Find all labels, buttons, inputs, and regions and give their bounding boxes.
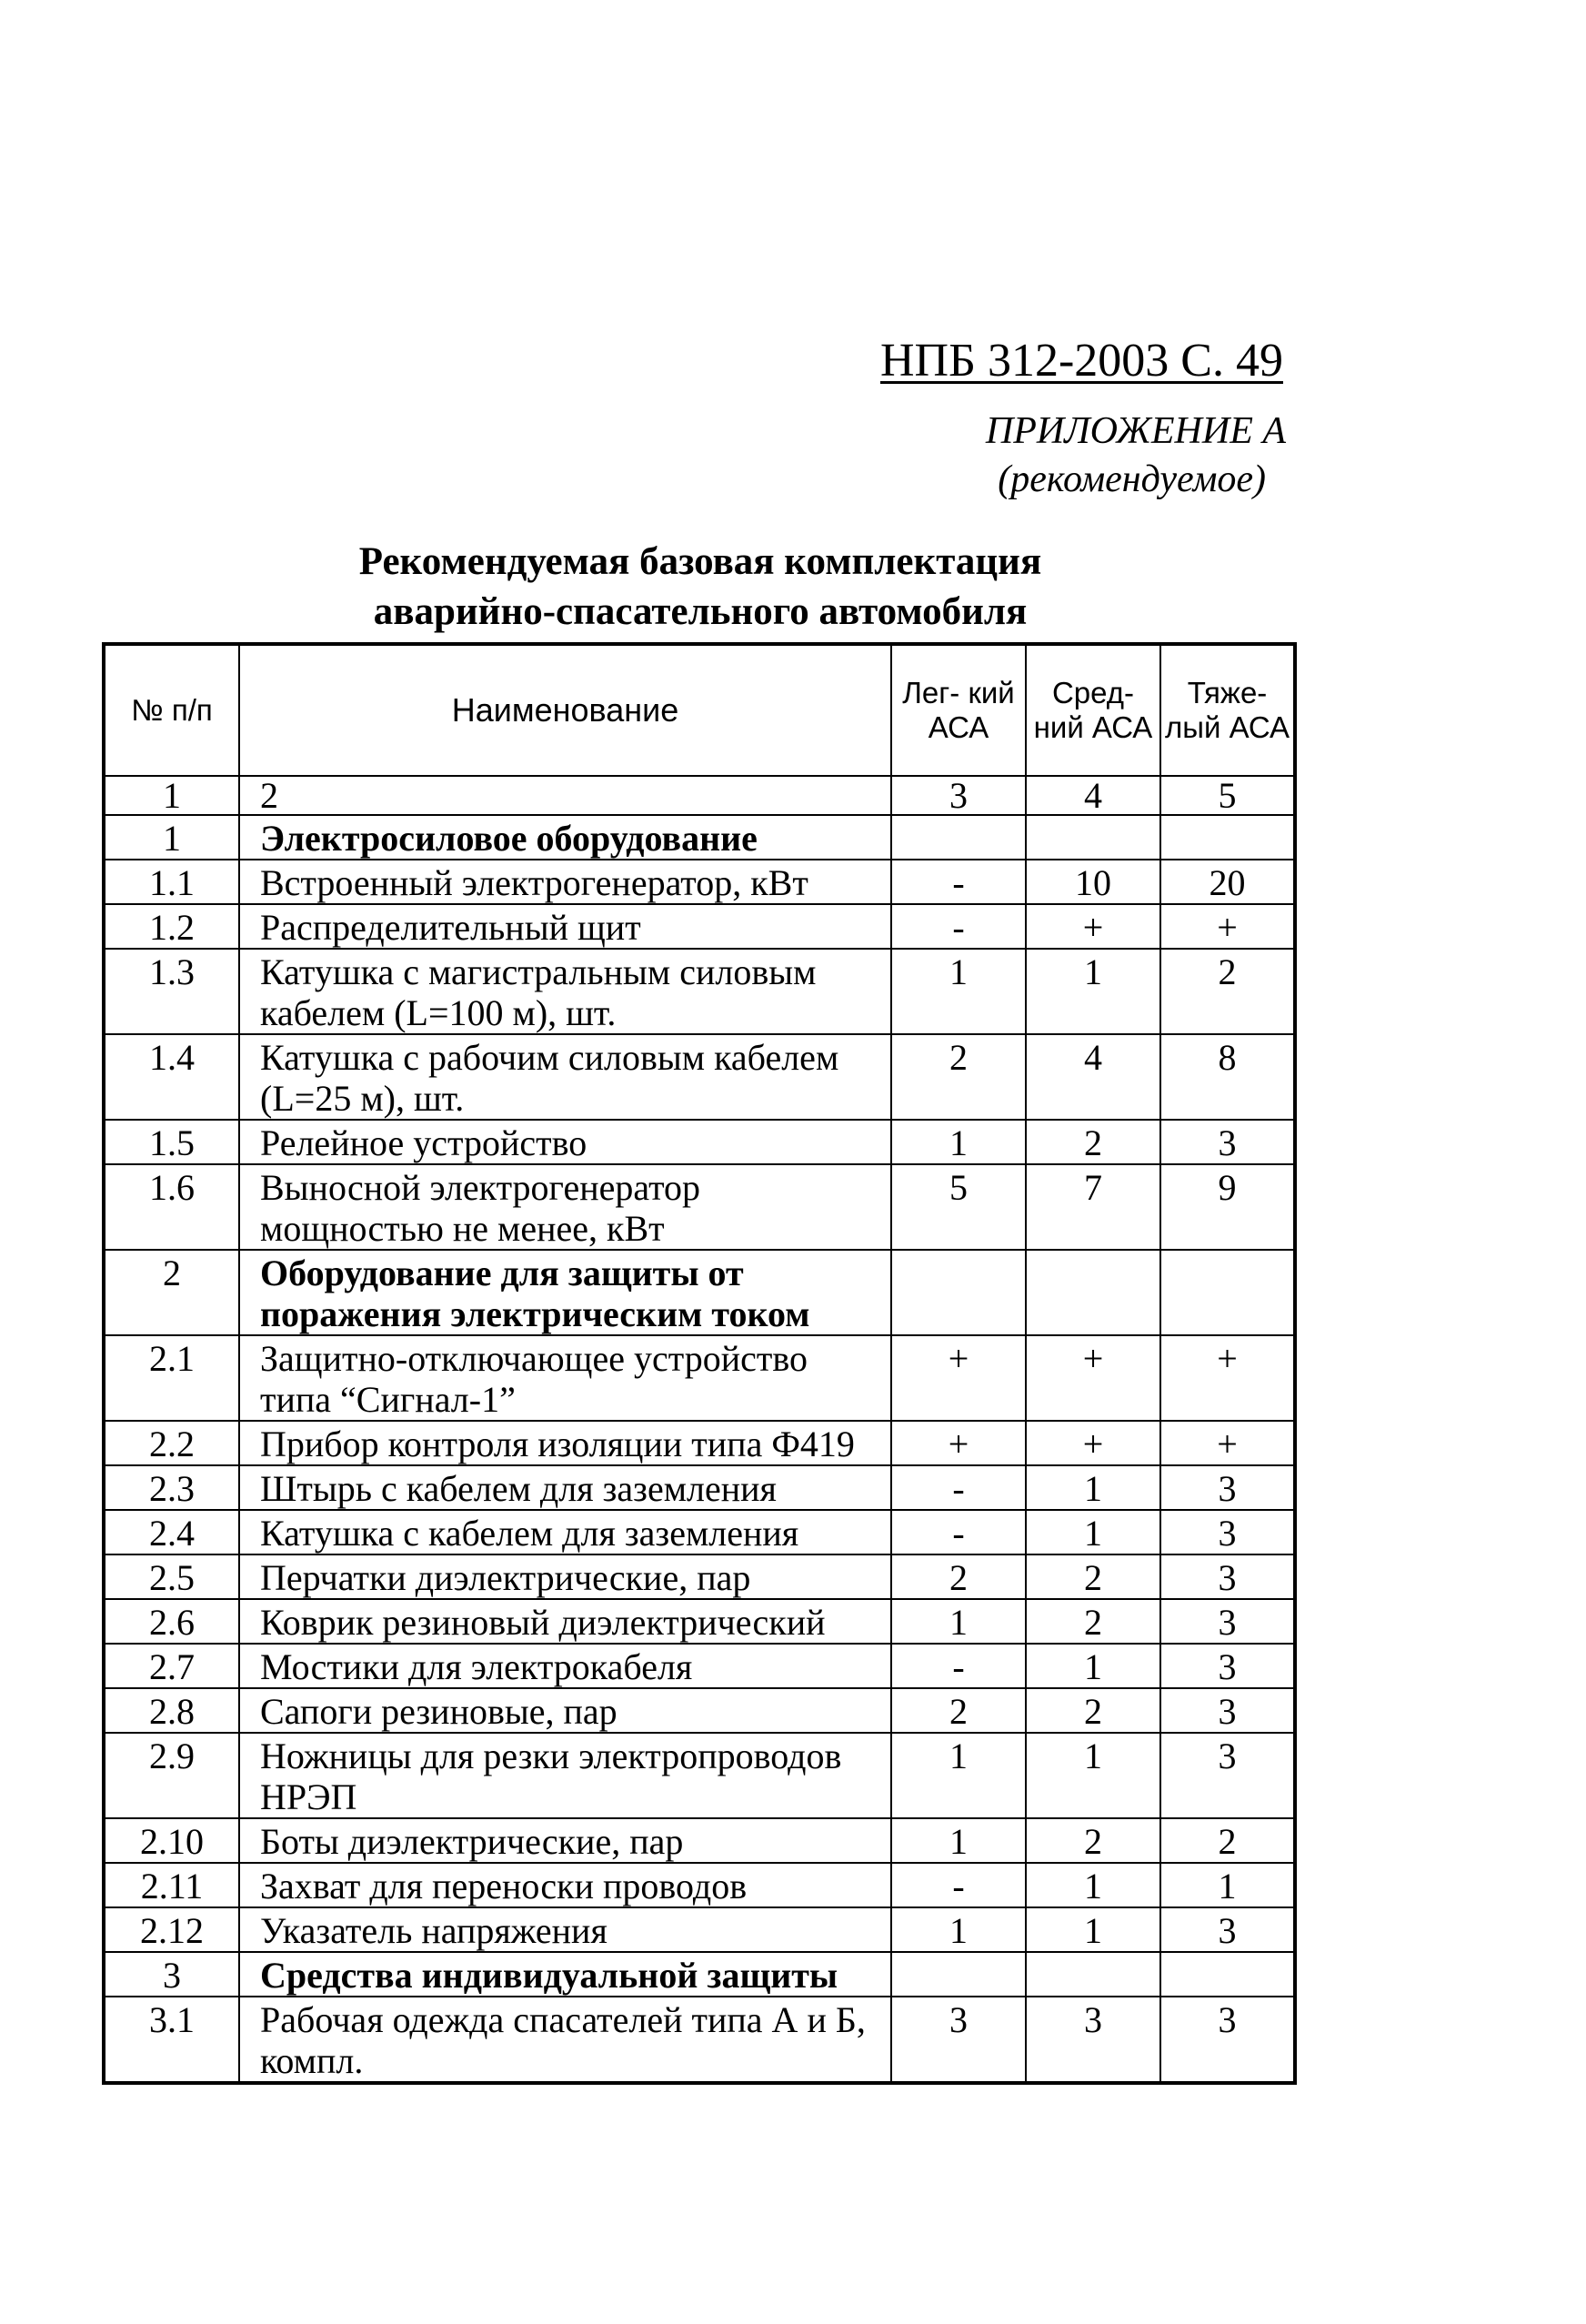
value-heavy-asa: 3 <box>1160 1997 1295 2083</box>
value-medium-asa: 2 <box>1026 1554 1160 1599</box>
table-row <box>104 1510 1295 1554</box>
table-row <box>104 1554 1295 1599</box>
value-medium-asa: 3 <box>1026 1997 1160 2083</box>
row-number: 2.6 <box>104 1599 239 1644</box>
value-light-asa <box>891 815 1026 860</box>
column-number: 1 <box>104 776 239 815</box>
value-light-asa: - <box>891 904 1026 949</box>
value-light-asa <box>891 1250 1026 1335</box>
appendix-title: ПРИЛОЖЕНИЕ А <box>985 410 1286 452</box>
header-name: Наименование <box>239 644 891 776</box>
column-number: 4 <box>1026 776 1160 815</box>
row-number: 2.10 <box>104 1818 239 1863</box>
item-name: Релейное устройство <box>239 1120 891 1164</box>
table-row <box>104 1164 1295 1250</box>
value-medium-asa: 2 <box>1026 1599 1160 1644</box>
value-light-asa: + <box>891 1421 1026 1465</box>
appendix-note: (рекомендуемое) <box>998 458 1266 500</box>
table-row <box>104 1818 1295 1863</box>
value-medium-asa: 1 <box>1026 1465 1160 1510</box>
item-name: Выносной электрогенератор мощностью не менее, кВт <box>239 1164 891 1250</box>
value-heavy-asa: 3 <box>1160 1465 1295 1510</box>
value-medium-asa: 1 <box>1026 1733 1160 1818</box>
value-heavy-asa: 3 <box>1160 1907 1295 1952</box>
item-name: Катушка с кабелем для заземления <box>239 1510 891 1554</box>
table-row <box>104 1644 1295 1688</box>
row-number: 3.1 <box>104 1997 239 2083</box>
table-row <box>104 860 1295 904</box>
row-number: 2 <box>104 1250 239 1335</box>
row-number: 2.3 <box>104 1465 239 1510</box>
table-row <box>104 1863 1295 1907</box>
value-medium-asa: 1 <box>1026 949 1160 1034</box>
value-medium-asa: 1 <box>1026 1907 1160 1952</box>
table-row <box>104 1688 1295 1733</box>
row-number: 2.5 <box>104 1554 239 1599</box>
item-name: Прибор контроля изоляции типа Ф419 <box>239 1421 891 1465</box>
row-number: 2.7 <box>104 1644 239 1688</box>
row-number: 2.2 <box>104 1421 239 1465</box>
row-number: 2.9 <box>104 1733 239 1818</box>
table-row <box>104 1250 1295 1335</box>
table-row <box>104 949 1295 1034</box>
value-medium-asa <box>1026 1250 1160 1335</box>
value-heavy-asa: + <box>1160 904 1295 949</box>
row-number: 1.2 <box>104 904 239 949</box>
value-light-asa: 2 <box>891 1554 1026 1599</box>
value-light-asa: 2 <box>891 1034 1026 1120</box>
item-name: Коврик резиновый диэлектрический <box>239 1599 891 1644</box>
item-name: Захват для переноски проводов <box>239 1863 891 1907</box>
item-name: Указатель напряжения <box>239 1907 891 1952</box>
item-name: Ножницы для резки электропроводов НРЭП <box>239 1733 891 1818</box>
table-row <box>104 1465 1295 1510</box>
value-light-asa <box>891 1952 1026 1997</box>
item-name: Защитно-отключающее устройство типа “Сигнал-1” <box>239 1335 891 1421</box>
item-name: Распределительный щит <box>239 904 891 949</box>
value-medium-asa: 1 <box>1026 1510 1160 1554</box>
table-row <box>104 815 1295 860</box>
value-light-asa: - <box>891 1465 1026 1510</box>
table-row <box>104 1335 1295 1421</box>
item-name: Боты диэлектрические, пар <box>239 1818 891 1863</box>
value-heavy-asa <box>1160 1952 1295 1997</box>
value-heavy-asa <box>1160 1250 1295 1335</box>
value-heavy-asa: 3 <box>1160 1599 1295 1644</box>
header-medium: Сред- ний АСА <box>1026 644 1160 776</box>
column-number: 5 <box>1160 776 1295 815</box>
column-number-row <box>104 776 1295 815</box>
table-title-line1: Рекомендуемая базовая комплектация <box>358 540 1042 583</box>
table-row <box>104 1599 1295 1644</box>
value-medium-asa: 7 <box>1026 1164 1160 1250</box>
value-heavy-asa: 2 <box>1160 949 1295 1034</box>
value-light-asa: 1 <box>891 1733 1026 1818</box>
value-heavy-asa: + <box>1160 1335 1295 1421</box>
value-light-asa: - <box>891 1644 1026 1688</box>
item-name: Катушка с рабочим силовым кабелем (L=25 м), шт. <box>239 1034 891 1120</box>
table-row <box>104 1733 1295 1818</box>
value-heavy-asa: 20 <box>1160 860 1295 904</box>
table-header-row <box>104 644 1295 776</box>
value-heavy-asa: 3 <box>1160 1688 1295 1733</box>
value-medium-asa: 1 <box>1026 1863 1160 1907</box>
row-number: 1.6 <box>104 1164 239 1250</box>
value-light-asa: 1 <box>891 1120 1026 1164</box>
header-light: Лег- кий АСА <box>891 644 1026 776</box>
item-name: Катушка с магистральным силовым кабелем (L=100 м), шт. <box>239 949 891 1034</box>
row-number: 2.1 <box>104 1335 239 1421</box>
value-light-asa: 1 <box>891 949 1026 1034</box>
value-light-asa: 1 <box>891 1907 1026 1952</box>
table-row <box>104 1952 1295 1997</box>
item-name: Сапоги резиновые, пар <box>239 1688 891 1733</box>
value-light-asa: 3 <box>891 1997 1026 2083</box>
document-reference: НПБ 312-2003 С. 49 <box>880 335 1283 387</box>
value-medium-asa: 1 <box>1026 1644 1160 1688</box>
value-medium-asa: + <box>1026 1421 1160 1465</box>
section-title: Оборудование для защиты от поражения электрическим током <box>239 1250 891 1335</box>
value-heavy-asa <box>1160 815 1295 860</box>
table-row <box>104 1997 1295 2083</box>
value-medium-asa: 2 <box>1026 1120 1160 1164</box>
table-row <box>104 1120 1295 1164</box>
value-medium-asa <box>1026 1952 1160 1997</box>
value-light-asa: - <box>891 1863 1026 1907</box>
row-number: 1.4 <box>104 1034 239 1120</box>
value-light-asa: + <box>891 1335 1026 1421</box>
value-heavy-asa: 8 <box>1160 1034 1295 1120</box>
value-light-asa: - <box>891 1510 1026 1554</box>
row-number: 1.5 <box>104 1120 239 1164</box>
value-medium-asa: 4 <box>1026 1034 1160 1120</box>
column-number: 3 <box>891 776 1026 815</box>
value-heavy-asa: 3 <box>1160 1733 1295 1818</box>
table-row <box>104 904 1295 949</box>
row-number: 2.11 <box>104 1863 239 1907</box>
value-light-asa: 1 <box>891 1818 1026 1863</box>
value-heavy-asa: 3 <box>1160 1120 1295 1164</box>
item-name: Рабочая одежда спасателей типа А и Б, компл. <box>239 1997 891 2083</box>
value-heavy-asa: 1 <box>1160 1863 1295 1907</box>
section-title: Электросиловое оборудование <box>239 815 891 860</box>
row-number: 2.4 <box>104 1510 239 1554</box>
value-medium-asa: 2 <box>1026 1818 1160 1863</box>
value-light-asa: - <box>891 860 1026 904</box>
row-number: 1.3 <box>104 949 239 1034</box>
value-heavy-asa: 3 <box>1160 1644 1295 1688</box>
value-heavy-asa: 9 <box>1160 1164 1295 1250</box>
value-heavy-asa: 3 <box>1160 1510 1295 1554</box>
item-name: Штырь с кабелем для заземления <box>239 1465 891 1510</box>
value-light-asa: 1 <box>891 1599 1026 1644</box>
table-row <box>104 1034 1295 1120</box>
header-heavy: Тяже- лый АСА <box>1160 644 1295 776</box>
value-heavy-asa: 2 <box>1160 1818 1295 1863</box>
column-number: 2 <box>239 776 891 815</box>
table-title-line2: аварийно-спасательного автомобиля <box>373 590 1028 633</box>
row-number: 2.12 <box>104 1907 239 1952</box>
value-medium-asa: 2 <box>1026 1688 1160 1733</box>
item-name: Перчатки диэлектрические, пар <box>239 1554 891 1599</box>
table-row <box>104 1421 1295 1465</box>
value-medium-asa: 10 <box>1026 860 1160 904</box>
section-title: Средства индивидуальной защиты <box>239 1952 891 1997</box>
value-heavy-asa: 3 <box>1160 1554 1295 1599</box>
row-number: 1 <box>104 815 239 860</box>
value-medium-asa <box>1026 815 1160 860</box>
value-light-asa: 2 <box>891 1688 1026 1733</box>
item-name: Мостики для электрокабеля <box>239 1644 891 1688</box>
value-medium-asa: + <box>1026 1335 1160 1421</box>
value-light-asa: 5 <box>891 1164 1026 1250</box>
row-number: 3 <box>104 1952 239 1997</box>
table-row <box>104 1907 1295 1952</box>
row-number: 2.8 <box>104 1688 239 1733</box>
value-heavy-asa: + <box>1160 1421 1295 1465</box>
value-medium-asa: + <box>1026 904 1160 949</box>
row-number: 1.1 <box>104 860 239 904</box>
header-number: № п/п <box>104 644 239 776</box>
equipment-table <box>102 642 1297 2085</box>
item-name: Встроенный электрогенератор, кВт <box>239 860 891 904</box>
